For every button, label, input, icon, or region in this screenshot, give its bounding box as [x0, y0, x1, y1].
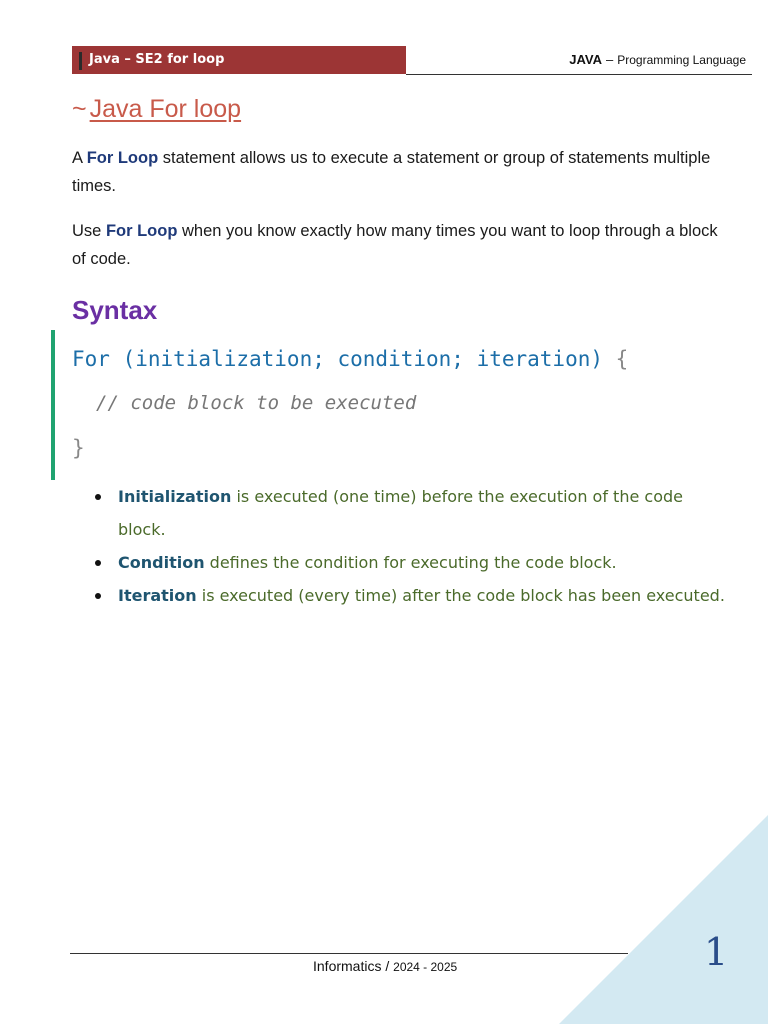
footer-separator: / — [381, 958, 394, 974]
bullet-dot-icon — [95, 593, 101, 599]
code-open-brace: { — [615, 347, 629, 371]
header-subtitle: Programming Language — [617, 53, 746, 67]
list-item — [95, 546, 725, 579]
bullet-dot-icon — [95, 494, 101, 500]
header-marker — [79, 52, 82, 70]
p1-suffix: statement allows us to execute a statement or group of statements multiple times. — [72, 149, 711, 195]
code-close-brace: } — [72, 436, 85, 460]
bullet-dot-icon — [95, 560, 101, 566]
code-accent-bar — [51, 330, 55, 480]
p1-prefix: A — [72, 149, 87, 167]
header-left-title: Java – SE2 for loop — [89, 52, 225, 67]
header-brand: JAVA — [569, 52, 603, 67]
code-for-statement: For (initialization; condition; iteration) — [72, 347, 604, 371]
paragraph-1 — [72, 144, 732, 200]
syntax-heading: Syntax — [72, 295, 158, 325]
bullet-text: is executed (one time) before the execution of the code block. — [118, 487, 683, 539]
page-number: 1 — [704, 930, 729, 974]
header-rule — [406, 74, 752, 75]
list-item — [95, 480, 725, 546]
p2-suffix: when you know exactly how many times you want to loop through a block of code. — [72, 222, 718, 268]
corner-triangle-decoration — [559, 815, 768, 1024]
section-title — [72, 95, 241, 124]
p1-bold: For Loop — [86, 149, 159, 167]
p2-prefix: Use — [72, 222, 106, 240]
header-separator: – — [606, 52, 614, 67]
paragraph-2 — [72, 217, 732, 273]
header-title-bar — [72, 46, 406, 74]
p2-bold: For Loop — [105, 222, 178, 240]
header-right — [569, 52, 746, 67]
code-line-1 — [72, 347, 628, 371]
section-tilde: ~ — [72, 95, 87, 123]
bullet-term: Initialization — [118, 487, 232, 506]
bullet-text: defines the condition for executing the code block. — [204, 553, 617, 572]
list-item — [95, 579, 725, 612]
bullet-term: Condition — [118, 553, 205, 572]
bullet-text: is executed (every time) after the code block has been executed. — [196, 586, 725, 605]
bullet-term: Iteration — [118, 586, 197, 605]
bullet-list — [95, 480, 725, 612]
section-title-link[interactable]: Java For loop — [89, 95, 242, 123]
footer-year: 2024 - 2025 — [393, 960, 458, 974]
footer-label: Informatics — [313, 958, 382, 974]
footer-text — [313, 958, 457, 974]
code-block — [51, 330, 741, 480]
footer-rule — [70, 953, 628, 954]
code-line-2-comment: // code block to be executed — [96, 392, 417, 414]
